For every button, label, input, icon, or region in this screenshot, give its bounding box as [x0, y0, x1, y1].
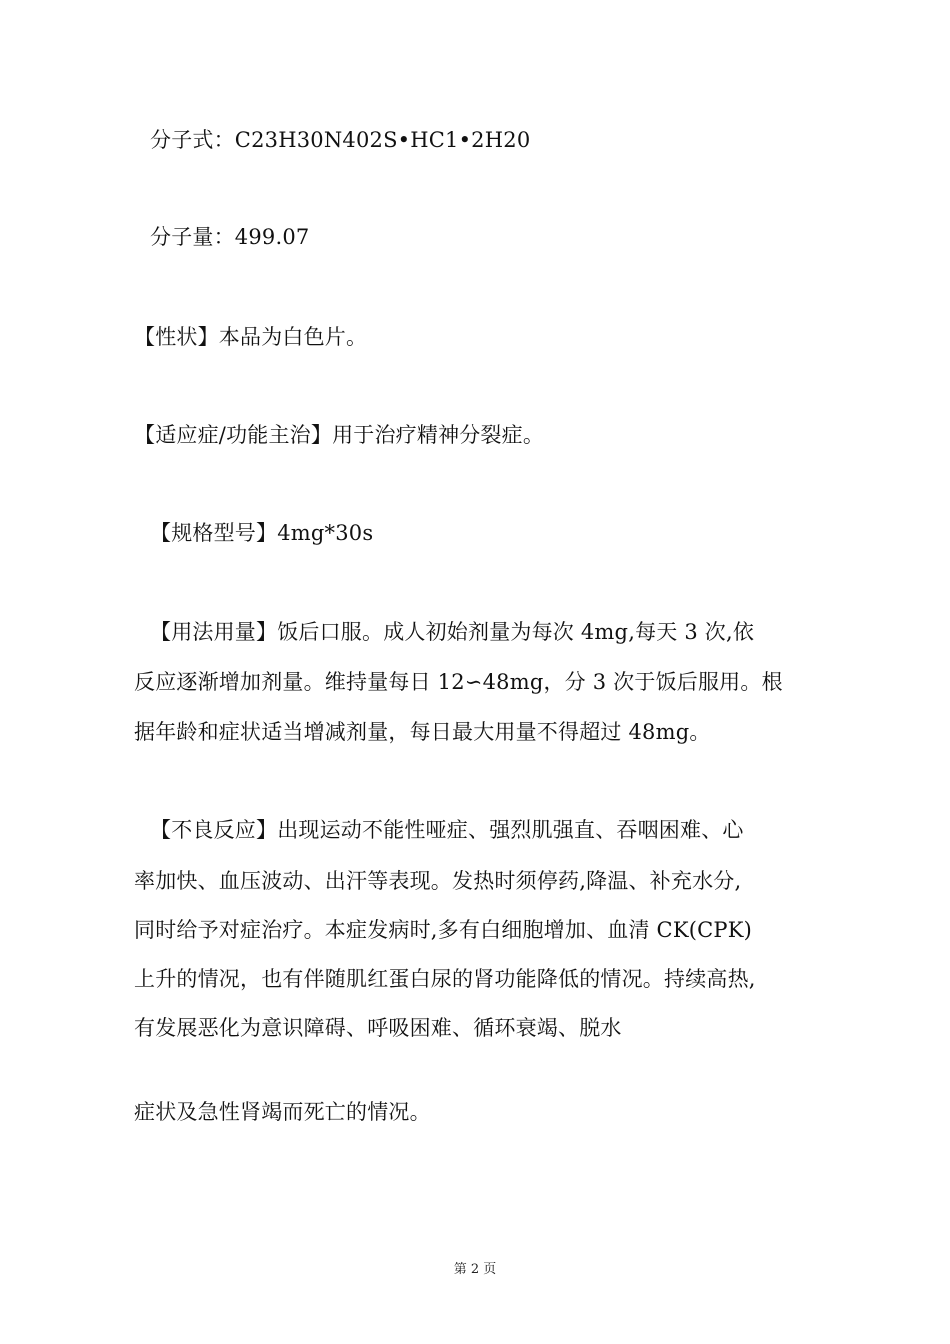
- indications-line: 【适应症/功能主治】用于治疗精神分裂症。: [134, 423, 545, 447]
- dosage-line-2: 反应逐渐增加剂量。维持量每日 12∽48mg，分 3 次于饭后服用。根: [134, 670, 783, 694]
- adverse-reactions-line-5: 有发展恶化为意识障碍、呼吸困难、循环衰竭、脱水: [134, 1016, 622, 1040]
- molecular-formula-line: 分子式：C23H30N402S•HC1•2H20: [150, 128, 531, 152]
- specification-line: 【规格型号】4mg*30s: [150, 521, 374, 545]
- adverse-reactions-line-2: 率加快、血压波动、出汗等表现。发热时须停药,降温、补充水分,: [134, 869, 742, 893]
- adverse-reactions-line-1: 【不良反应】出现运动不能性哑症、强烈肌强直、吞咽困难、心: [150, 818, 744, 842]
- molecular-weight-line: 分子量：499.07: [150, 225, 310, 249]
- dosage-line-3: 据年龄和症状适当增减剂量，每日最大用量不得超过 48mg。: [134, 720, 711, 744]
- dosage-line-1: 【用法用量】饭后口服。成人初始剂量为每次 4mg,每天 3 次,依: [150, 620, 755, 644]
- appearance-line: 【性状】本品为白色片。: [134, 325, 368, 349]
- adverse-reactions-line-4: 上升的情况，也有伴随肌红蛋白尿的肾功能降低的情况。持续高热,: [134, 967, 756, 991]
- adverse-reactions-line-6: 症状及急性肾竭而死亡的情况。: [134, 1100, 431, 1124]
- adverse-reactions-line-3: 同时给予对症治疗。本症发病时,多有白细胞增加、血清 CK(CPK): [134, 918, 752, 942]
- page-number: 第 2 页: [453, 1262, 497, 1277]
